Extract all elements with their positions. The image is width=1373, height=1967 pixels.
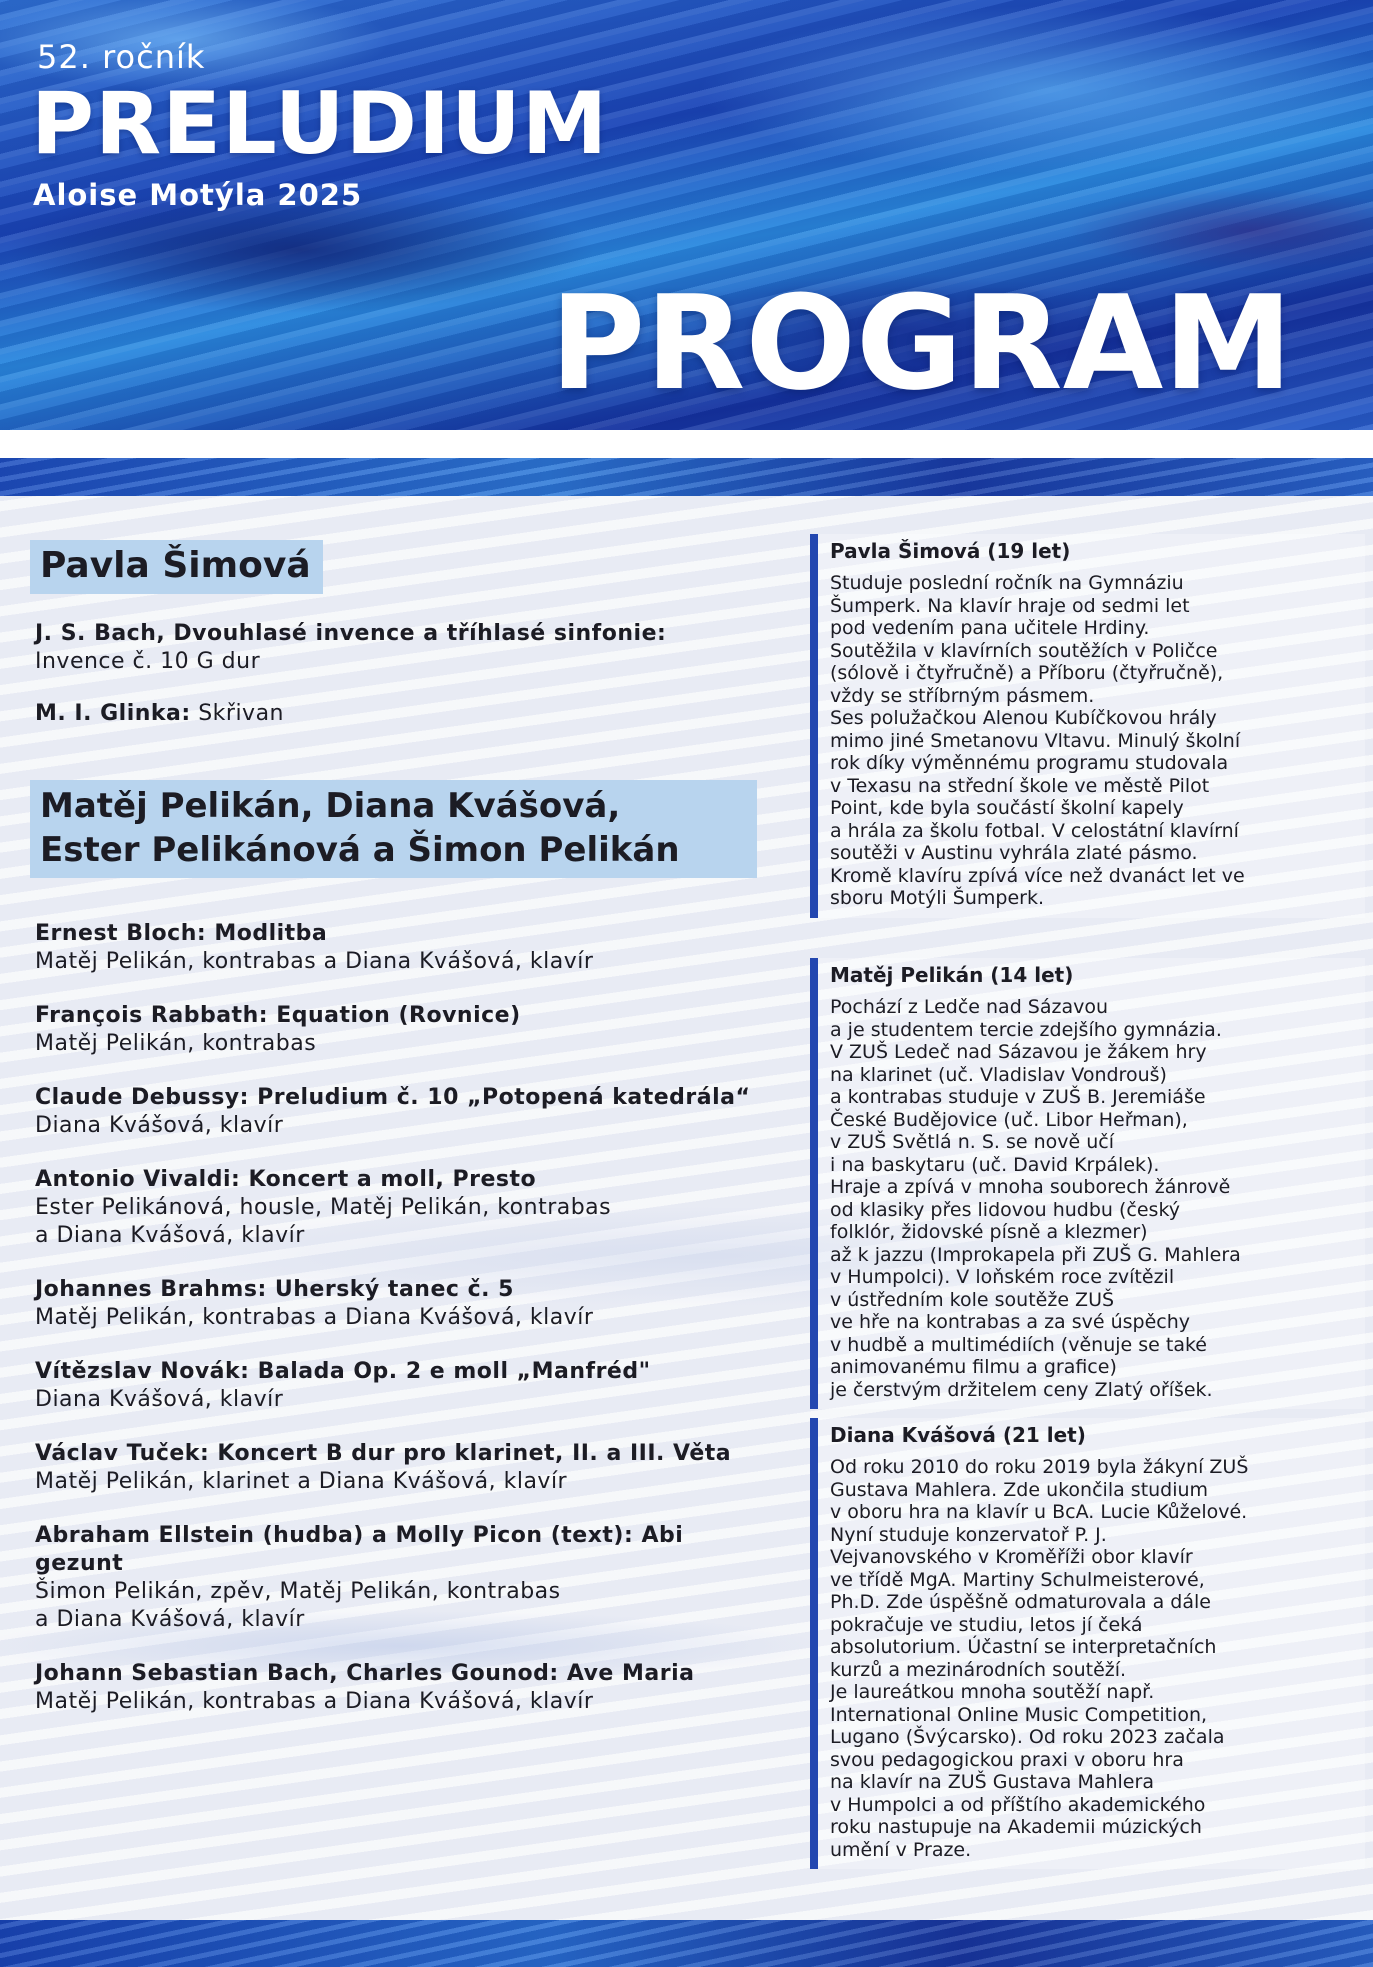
program-title: PROGRAM — [550, 267, 1293, 419]
piece-performers: Diana Kvášová, klavír — [35, 1387, 284, 1412]
divider-strip — [0, 430, 1373, 458]
bio-heading: Matěj Pelikán (14 let) — [830, 963, 1074, 987]
piece-detail: Skřivan — [198, 701, 284, 726]
group-line-1: Matěj Pelikán, Diana Kvášová, — [40, 786, 621, 826]
program-item — [35, 620, 666, 676]
festival-subtitle: Aloise Motýla 2025 — [33, 178, 363, 212]
festival-name: PRELUDIUM — [31, 74, 609, 174]
program-item — [35, 1522, 755, 1634]
bio-heading: Pavla Šimová (19 let) — [830, 539, 1071, 563]
piece-title: Ernest Bloch: Modlitba — [35, 921, 328, 946]
program-item — [35, 920, 593, 976]
piece-performers: Matěj Pelikán, kontrabas — [35, 1031, 317, 1056]
bio-heading: Diana Kvášová (21 let) — [830, 1423, 1086, 1447]
program-item — [35, 1276, 593, 1332]
program-item — [35, 1358, 651, 1414]
piece-title: M. I. Glinka: — [35, 701, 191, 726]
program-item — [35, 1166, 611, 1250]
header-banner — [0, 0, 1373, 430]
piece-title: Vítězslav Novák: Balada Op. 2 e moll „Manfréd" — [35, 1359, 651, 1384]
piece-title: Johann Sebastian Bach, Charles Gounod: Ave Maria — [35, 1661, 695, 1686]
bio-simova — [810, 534, 1365, 918]
program-item — [35, 700, 284, 728]
piece-title: J. S. Bach, Dvouhlasé invence a tříhlasé sinfonie: — [35, 621, 667, 646]
piece-performers: Šimon Pelikán, zpěv, Matěj Pelikán, kontrabas a Diana Kvášová, klavír — [35, 1579, 561, 1632]
decorative-strip — [0, 458, 1373, 496]
bio-text: Studuje poslední ročník na Gymnáziu Šumperk. Na klavír hraje od sedmi let pod vedením pana učitele Hrdiny. Soutěžila v klavírních soutěžích v Poličce (sólově i čtyřručně) a Příboru (čtyřručně), vždy se stříbrným pásmem. Ses polužačkou Alenou Kubíčkovou hrály mimo jiné Smetanovu Vltavu. Minulý školní rok díky výměnnému programu studovala v Texasu na střední škole ve městě Pilot Point, kde byla součástí školní kapely a hrála za školu fotbal. V celostátní klavírní soutěži v Austinu vyhrála zlaté pásmo. Kromě klavíru zpívá více než dvanáct let ve sboru Motýli Šumperk. — [830, 572, 1245, 909]
performer-heading-group — [30, 780, 757, 878]
piece-detail: Invence č. 10 G dur — [35, 649, 261, 674]
group-line-2: Ester Pelikánová a Šimon Pelikán — [40, 830, 680, 870]
bio-text: Od roku 2010 do roku 2019 byla žákyní ZUŠ Gustava Mahlera. Zde ukončila studium v oboru hra na klavír u BcA. Lucie Kůželové. Nyní studuje konzervatoř P. J. Vejvanovského v Kroměříži obor klavír ve třídě MgA. Martiny Schulmeisterové, Ph.D. Zde úspěšně odmaturovala a dále pokračuje ve studiu, letos jí čeká absolutorium. Účastní se interpretačních kurzů a mezinárodních soutěží. Je laureátkou mnoha soutěží např. International Online Music Competition, Lugano (Švýcarsko). Od roku 2023 začala svou pedagogickou praxi v oboru hra na klavír na ZUŠ Gustava Mahlera v Humpolci a od příštího akademického roku nastupuje na Akademii múzických umění v Praze. — [830, 1456, 1249, 1861]
piece-performers: Matěj Pelikán, klarinet a Diana Kvášová, klavír — [35, 1469, 568, 1494]
bio-diana — [810, 1418, 1365, 1869]
program-item — [35, 1084, 750, 1140]
piece-performers: Diana Kvášová, klavír — [35, 1113, 284, 1138]
program-item — [35, 1002, 521, 1058]
piece-performers: Ester Pelikánová, housle, Matěj Pelikán, kontrabas a Diana Kvášová, klavír — [35, 1195, 612, 1248]
piece-title: Claude Debussy: Preludium č. 10 „Potopená katedrála“ — [35, 1085, 751, 1110]
piece-performers: Matěj Pelikán, kontrabas a Diana Kvášová, klavír — [35, 949, 594, 974]
performer-heading-simova: Pavla Šimová — [30, 540, 323, 594]
piece-title: Johannes Brahms: Uherský tanec č. 5 — [35, 1277, 514, 1302]
piece-title: François Rabbath: Equation (Rovnice) — [35, 1003, 521, 1028]
bio-matej — [810, 958, 1365, 1409]
piece-performers: Matěj Pelikán, kontrabas a Diana Kvášová, klavír — [35, 1305, 594, 1330]
piece-performers: Matěj Pelikán, kontrabas a Diana Kvášová, klavír — [35, 1689, 594, 1714]
piece-title: Antonio Vivaldi: Koncert a moll, Presto — [35, 1167, 537, 1192]
program-item — [35, 1440, 731, 1496]
footer-strip — [0, 1920, 1373, 1967]
piece-title: Abraham Ellstein (hudba) a Molly Picon (text): Abi gezunt — [35, 1523, 684, 1576]
edition-label: 52. ročník — [37, 38, 206, 76]
bio-text: Pochází z Ledče nad Sázavou a je studentem tercie zdejšího gymnázia. V ZUŠ Ledeč nad Sázavou je žákem hry na klarinet (uč. Vladislav Vondrouš) a kontrabas studuje v ZUŠ B. Jeremiáše České Budějovice (uč. Libor Heřman), v ZUŠ Světlá n. S. se nově učí i na baskytaru (uč. David Krpálek). Hraje a zpívá v mnoha souborech žánrově od klasiky přes lidovou hudbu (český folklór, židovské písně a klezmer) až k jazzu (Improkapela při ZUŠ G. Mahlera v Humpolci). V loňském roce zvítězil v ústředním kole soutěže ZUŠ ve hře na kontrabas a za své úspěchy v hudbě a multimédiích (věnuje se také animovanému filmu a grafice) je čerstvým držitelem ceny Zlatý oříšek. — [830, 996, 1241, 1401]
piece-title: Václav Tuček: Koncert B dur pro klarinet, II. a III. Věta — [35, 1441, 732, 1466]
program-item — [35, 1660, 694, 1716]
